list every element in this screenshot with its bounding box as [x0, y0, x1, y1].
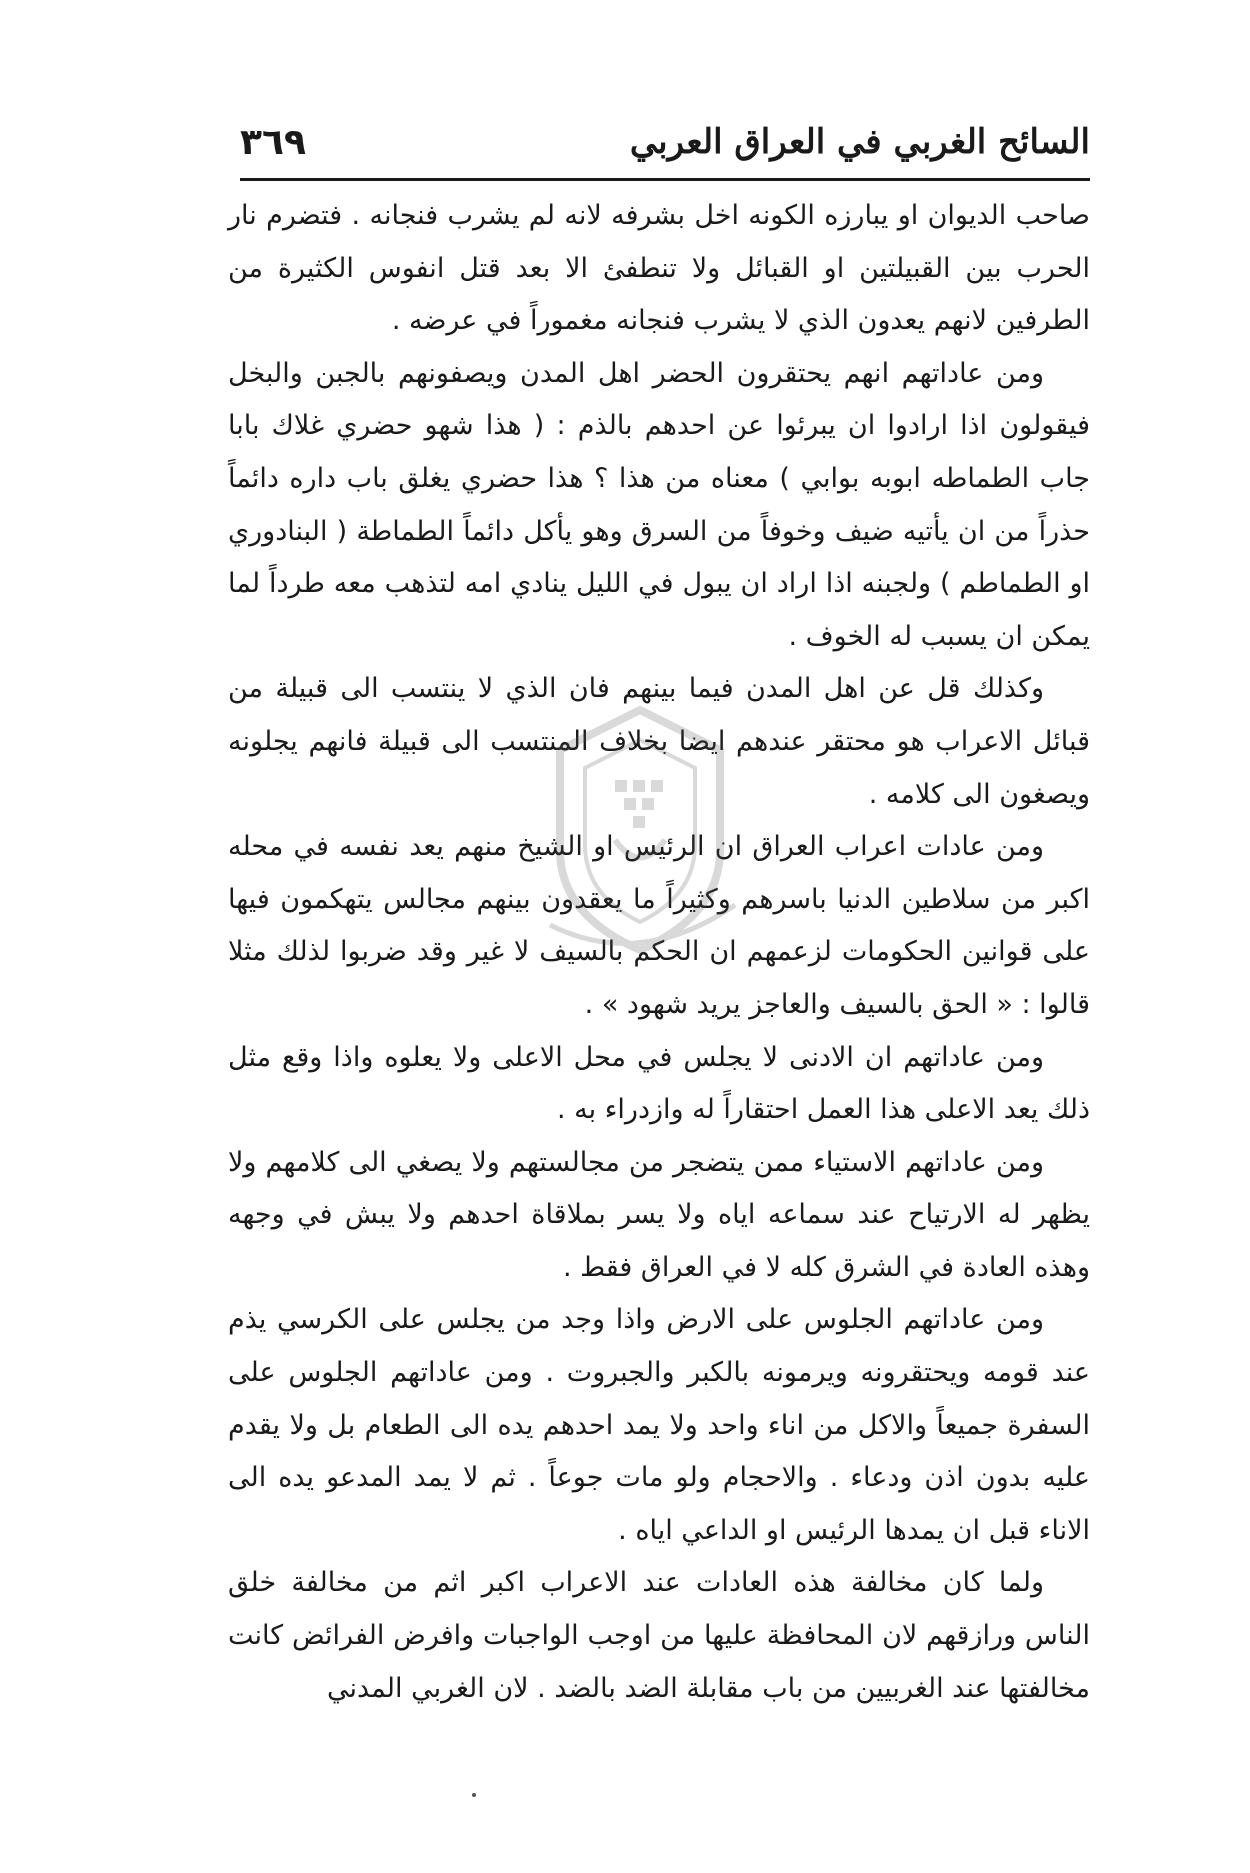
page-header — [240, 112, 1090, 172]
paragraph: ومن عادات اعراب العراق ان الرئيس او الشيخ منهم يعد نفسه في محله اكبر من سلاطين الدنيا باسرهم وكثيراً ما يعقدون بينهم مجالس يتهكمون فيها على قوانين الحكومات لزعمهم ان الحكم بالسيف لا غير وقد ضربوا لذلك مثلا قالوا : « الحق بالسيف والعاجز يريد شهود » . — [228, 831, 1090, 1020]
paragraph: ومن عاداتهم انهم يحتقرون الحضر اهل المدن ويصفونهم بالجبن والبخل فيقولون اذا ارادوا ان يبرئوا عن احدهم بالذم : ( هذا شهو حضري غلاك بابا جاب الطماطه ابوبه بوابي ) معناه من هذا ؟ هذا حضري يغلق باب داره دائماً حذراً من ان يأتيه ضيف وخوفاً من السرق وهو يأكل دائماً الطماطة ( البنادوري او الطماطم ) ولجبنه اذا اراد ان يبول في الليل ينادي امه لتذهب معه طرداً لما يمكن ان يسبب له الخوف . — [228, 357, 1090, 652]
paragraph: وكذلك قل عن اهل المدن فيما بينهم فان الذي لا ينتسب الى قبيلة من قبائل الاعراب هو محتقر عندهم ايضا بخلاف المنتسب الى قبيلة فانهم يجلونه ويصغون الى كلامه . — [228, 673, 1090, 810]
paragraph: ومن عاداتهم الاستياء ممن يتضجر من مجالستهم ولا يصغي الى كلامهم ولا يظهر له الارتياح عند سماعه اياه ولا يسر بملاقاة احدهم ولا يبش في وجهه وهذه العادة في الشرق كله لا في العراق فقط . — [228, 1146, 1090, 1283]
paragraph: ومن عاداتهم ان الادنى لا يجلس في محل الاعلى ولا يعلوه واذا وقع مثل ذلك يعد الاعلى هذا العمل احتقاراً له وازدراء به . — [228, 1041, 1090, 1126]
paragraph: صاحب الديوان او يبارزه الكونه اخل بشرفه لانه لم يشرب فنجانه . فتضرم نار الحرب بين القبيلتين او القبائل ولا تنطفئ الا بعد قتل انفوس الكثيرة من الطرفين لانهم يعدون الذي لا يشرب فنجانه مغموراً في عرضه . — [228, 200, 1090, 337]
stray-mark — [472, 1793, 476, 1797]
running-title: السائح الغربي في العراق العربي — [629, 122, 1090, 162]
page-number: ٣٦٩ — [240, 121, 306, 163]
paragraph: ولما كان مخالفة هذه العادات عند الاعراب اكبر اثم من مخالفة خلق الناس ورازقهم لان المحافظة عليها من اوجب الواجبات وافرض الفرائض كانت مخالفتها عند الغربيين من باب مقابلة الضد بالضد . لان الغربي المدني — [228, 1567, 1090, 1704]
paragraph: ومن عاداتهم الجلوس على الارض واذا وجد من يجلس على الكرسي يذم عند قومه ويحتقرونه ويرمونه بالكبر والجبروت . ومن عاداتهم الجلوس على السفرة جميعاً والاكل من اناء واحد ولا يمد احدهم يده الى الطعام بل ولا يقدم عليه بدون اذن ودعاء . والاحجام ولو مات جوعاً . ثم لا يمد المدعو يده الى الاناء قبل ان يمدها الرئيس او الداعي اياه . — [228, 1304, 1090, 1546]
body-text — [228, 190, 1090, 1715]
header-rule — [240, 178, 1090, 181]
